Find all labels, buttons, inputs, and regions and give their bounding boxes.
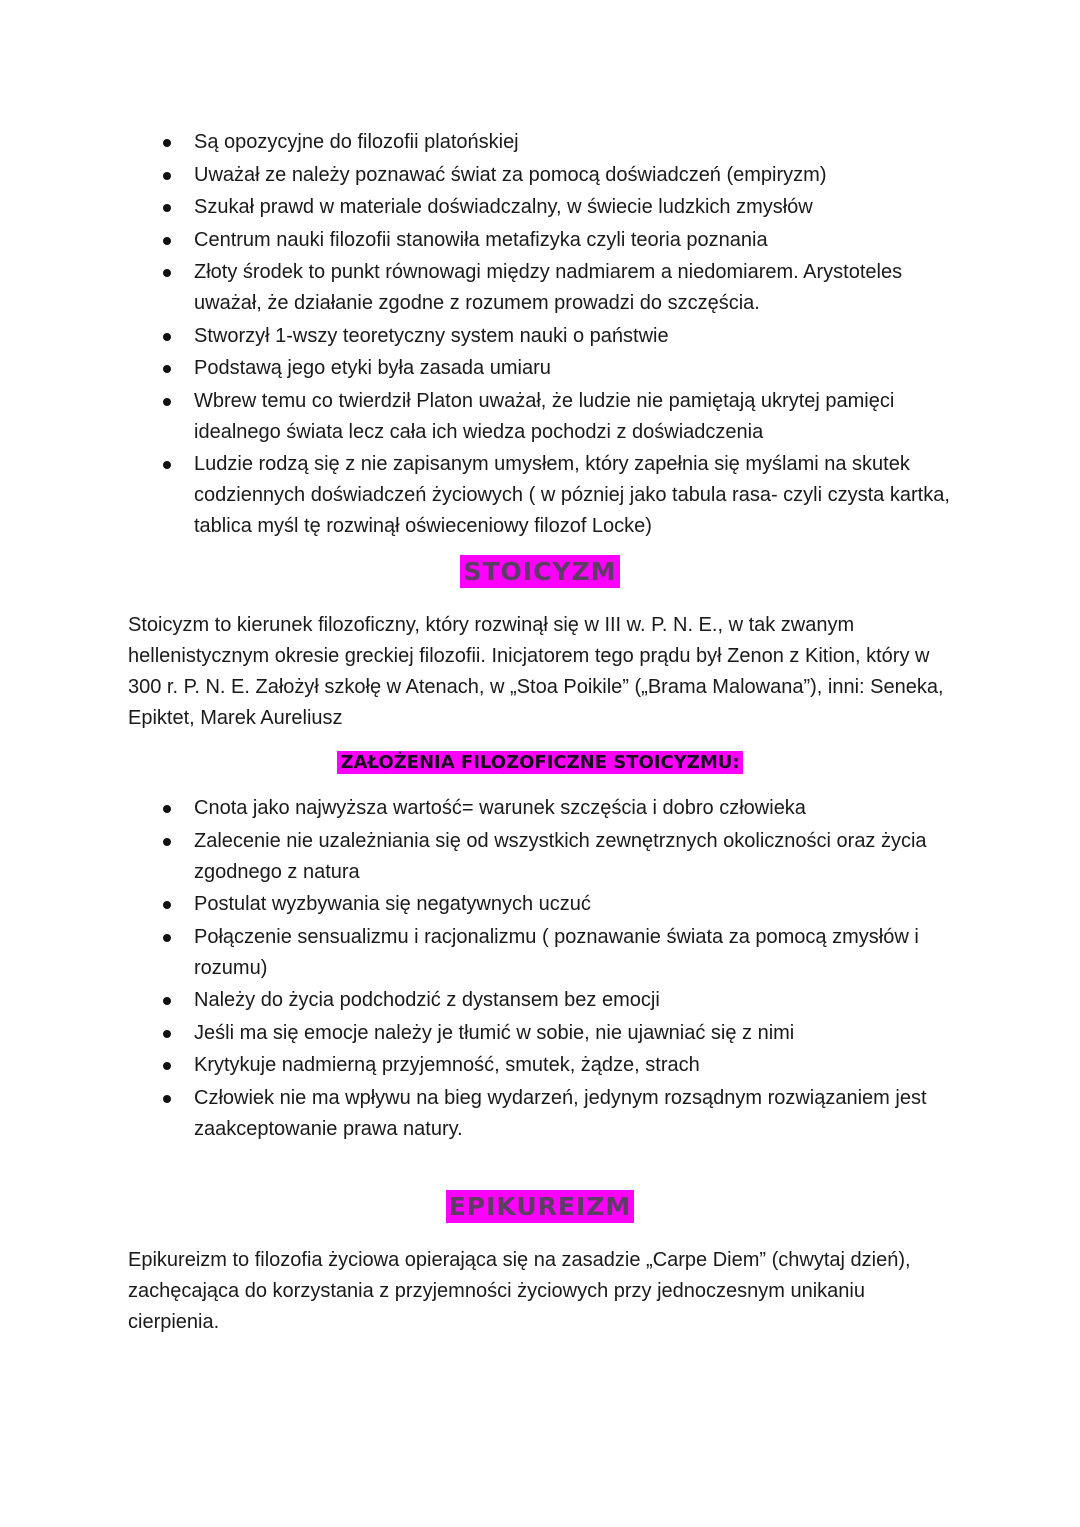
bullet-icon (163, 204, 171, 212)
epicureanism-heading (0, 1192, 1080, 1221)
bullet-icon (163, 365, 171, 373)
bullet-icon (163, 934, 171, 942)
list-item: Jeśli ma się emocje należy je tłumić w sobie, nie ujawniać się z nimi (128, 1018, 958, 1049)
epicureanism-heading-text: EPIKUREIZM (446, 1190, 635, 1223)
list-item: Centrum nauki filozofii stanowiła metafizyka czyli teoria poznania (128, 225, 958, 256)
aristotle-bullet-list (128, 127, 958, 544)
list-item: Są opozycyjne do filozofii platońskiej (128, 127, 958, 158)
list-item: Należy do życia podchodzić z dystansem bez emocji (128, 985, 958, 1016)
bullet-icon (163, 269, 171, 277)
list-item: Postulat wyzbywania się negatywnych uczuć (128, 889, 958, 920)
list-item: Zalecenie nie uzależniania się od wszystkich zewnętrznych okoliczności oraz życia zgodnego z natura (128, 826, 958, 888)
list-item: Szukał prawd w materiale doświadczalny, w świecie ludzkich zmysłów (128, 192, 958, 223)
bullet-icon (163, 1030, 171, 1038)
list-item: Stworzył 1-wszy teoretyczny system nauki o państwie (128, 321, 958, 352)
bullet-icon (163, 997, 171, 1005)
bullet-icon (163, 838, 171, 846)
list-item: Uważał ze należy poznawać świat za pomocą doświadczeń (empiryzm) (128, 160, 958, 191)
stoicism-heading (0, 557, 1080, 586)
bullet-icon (163, 237, 171, 245)
bullet-icon (163, 805, 171, 813)
bullet-icon (163, 1062, 171, 1070)
list-item: Wbrew temu co twierdził Platon uważał, że ludzie nie pamiętają ukrytej pamięci idealnego świata lecz cała ich wiedza pochodzi z doświadczenia (128, 386, 958, 448)
bullet-icon (163, 461, 171, 469)
bullet-icon (163, 333, 171, 341)
epicureanism-paragraph: Epikureizm to filozofia życiowa opierająca się na zasadzie „Carpe Diem” (chwytaj dzień), zachęcająca do korzystania z przyjemności życiowych przy jednoczesnym unikaniu cierpienia. (128, 1249, 911, 1333)
list-item: Złoty środek to punkt równowagi między nadmiarem a niedomiarem. Arystoteles uważał, że działanie zgodne z rozumem prowadzi do szczęścia. (128, 257, 958, 319)
list-item: Połączenie sensualizmu i racjonalizmu ( poznawanie świata za pomocą zmysłów i rozumu) (128, 922, 958, 984)
list-item: Krytykuje nadmierną przyjemność, smutek, żądze, strach (128, 1050, 958, 1081)
stoicism-paragraph: Stoicyzm to kierunek filozoficzny, który rozwinął się w III w. P. N. E., w tak zwanym hellenistycznym okresie greckiej filozofii. Inicjatorem tego prądu był Zenon z Kition, który w 300 r. P. N. E. Założył szkołę w Atenach, w „Stoa Poikile” („Brama Malowana”), inni: Seneka, Epiktet, Marek Aureliusz (128, 614, 944, 729)
bullet-icon (163, 139, 171, 147)
stoicism-heading-text: STOICYZM (460, 555, 619, 588)
bullet-icon (163, 901, 171, 909)
list-item: Cnota jako najwyższa wartość= warunek szczęścia i dobro człowieka (128, 793, 958, 824)
bullet-icon (163, 398, 171, 406)
list-item: Ludzie rodzą się z nie zapisanym umysłem, który zapełnia się myślami na skutek codziennych doświadczeń życiowych ( w pózniej jako tabula rasa- czyli czysta kartka, tablica myśl tę rozwinął oświeceniowy filozof Locke) (128, 449, 958, 542)
stoicism-principles-subheading (0, 752, 1080, 773)
list-item: Człowiek nie ma wpływu na bieg wydarzeń, jedynym rozsądnym rozwiązaniem jest zaakceptowanie prawa natury. (128, 1083, 958, 1145)
bullet-icon (163, 172, 171, 180)
list-item: Podstawą jego etyki była zasada umiaru (128, 353, 958, 384)
stoicism-principles-subheading-text: ZAŁOŻENIA FILOZOFICZNE STOICYZMU: (337, 751, 742, 774)
bullet-icon (163, 1095, 171, 1103)
stoicism-principles-list (128, 793, 958, 1146)
